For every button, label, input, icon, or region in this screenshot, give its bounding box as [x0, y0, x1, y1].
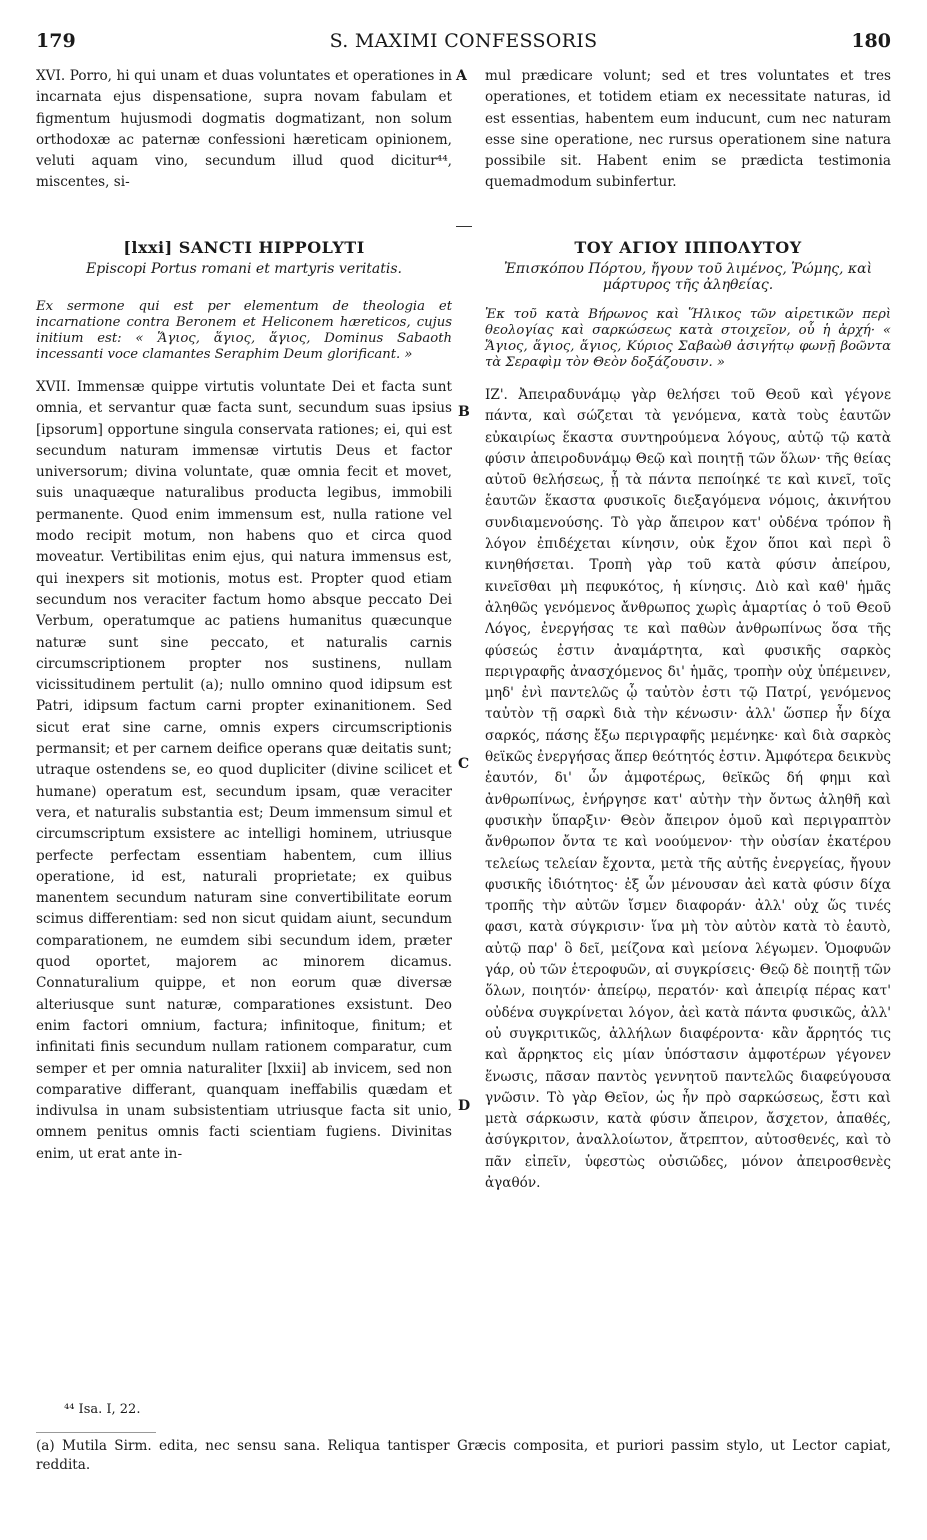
- latin-incipit: Ex sermone qui est per elementum de theologia et incarnatione contra Beronem et Heliconem hæreticos, cujus initium est: « Ἅγιος, ἅγιος, ἅγιος, Dominus Sabaoth incessanti voce clamantes Seraphim Deum glorificant. »: [36, 299, 452, 362]
- latin-section-subtitle: Episcopi Portus romani et martyris veritatis.: [85, 261, 403, 277]
- footnote-reference: ⁴⁴ Isa. I, 22.: [64, 1402, 141, 1417]
- footnote-rule: [36, 1432, 156, 1433]
- paragraph-xvii-latin: XVII. Immensæ quippe virtutis voluntate Dei et facta sunt omnia, et servantur quæ facta sunt, secundum suas ipsius [ipsorum] opportune singula conservata rationes; ei, qui est secundum naturam immensæ virtutis Deus et factor universorum; divina voluntate, quæ omnia fecit et movet, suis unaquæque naturalibus producta legibus, immobili permanente. Quod enim immensum est, nulla ratione vel modo recipit motum, non habens quo et circa quod moveatur. Vertibilitas enim ejus, qui natura immensus est, qui inexpers sit motionis, motus est. Propter quod etiam secundum nos veraciter factum homo absque peccato Dei Verbum, operatumque ac patiens humanitus quæcunque naturæ sunt sine peccato, et naturalis carnis circumscriptionem propter nos sustinens, nullam vicissitudinem pertulit (a); nullo omnino quod idipsum est Patri, idipsum factum carni propter exinanitionem. Sed sicut erat sine carne, omnis expers circumscriptionis permansit; et per carnem deifice operans quæ deitatis sunt; utraque ostendens se, eo quod dupliciter (divine scilicet et humane) operatum est, secundum ipsam, quæ veraciter vera, et naturalis substantia est; Deum immensum simul et circumscriptum exsistere ac intelligi hominem, utriusque perfecte perfectam essentiam habentem, cum illius operatione, id est, naturali proprietate; ex quibus manentem secundum naturam sine convertibilitate eorum scimus differentiam: sed non sicut quidam aiunt, secundum comparationem, ne eumdem sibi secundum idem, præter quod oportet, majorem ac minorem dicamus. Connaturalium quippe, et non eorum quæ diversæ alteriusque sunt naturæ, comparationes exsistunt. Deo enim factori omnium, factura; infinitoque, finitum; et infinitati finis secundum nullam rationem comparatur, cum semper et per omnia naturaliter [lxxii] ab invicem, sed non comparative differant, quanquam ineffabilis quædam et indivulsa in unam subsistentiam utriusque facta sit unio, omnem penitus omnis facti scientiam fugiens. Divinitas enim, ut erat ante in-: [36, 379, 452, 1162]
- margin-letter-c: C: [458, 756, 470, 772]
- latin-section-title: [lxxi] SANCTI HIPPOLYTI: [123, 238, 365, 257]
- top-right-paragraph: [485, 66, 891, 212]
- paragraph-xvii-greek: ΙΖ'. Ἀπειραδυνάμῳ γὰρ θελήσει τοῦ Θεοῦ καὶ γέγονε πάντα, καὶ σώζεται τὰ γενόμενα, κατὰ τοὺς ἑαυτῶν εὐκαιρίως ἕκαστα συντηρούμενα λόγους, αὐτῷ τῷ κατὰ φύσιν ἀπειροδυνάμῳ Θεῷ καὶ ποιητῇ τῶν ὅλων· τῆς θείας αὐτοῦ θελήσεως, ᾗ τὰ πάντα πεποίηκέ τε καὶ κινεῖ, τοῖς ἑαυτῶν ἕκαστα φυσικοῖς διεξαγόμενα νόμοις, ἀκινήτου συνδιαμενούσης. Τὸ γὰρ ἄπειρον κατ' οὐδένα τρόπον ἢ λόγον ἐπιδέχεται κίνησιν, οὐκ ἔχον ὅποι καὶ περὶ ὃ κινηθήσεται. Τροπὴ γὰρ τοῦ κατὰ φύσιν ἀπείρου, κινεῖσθαι μὴ πεφυκότος, ἡ κίνησις. Διὸ καὶ καθ' ἡμᾶς ἀληθῶς γενόμενος ἄνθρωπος χωρὶς ἁμαρτίας ὁ τοῦ Θεοῦ Λόγος, ἐνεργήσας τε καὶ παθὼν ἀνθρωπίνως ὅσα τῆς φύσεώς ἐστιν ἀναμάρτητα, καὶ φυσικῆς σαρκὸς περιγραφῆς ἀνασχόμενος δι' ἡμᾶς, τροπὴν οὐχ ὑπέμεινεν, μηδ' ἐνὶ παντελῶς ᾧ ταὐτὸν ἐστι τῷ Πατρί, γενόμενος ταὐτὸν τῇ σαρκὶ διὰ τὴν κένωσιν· ἀλλ' ὥσπερ ἦν δίχα σαρκός, πάσης ἔξω περιγραφῆς μεμένηκε· καὶ διὰ σαρκὸς θεϊκῶς ἐνεργήσας ἅπερ θεότητός ἐστιν. Ἀμφότερα δεικνὺς ἑαυτόν, δι' ὧν ἀμφοτέρως, θεϊκῶς δή φημι καὶ ἀνθρωπίνως, ἐνήργησε κατ' αὐτὴν τὴν ὄντως ἀληθῆ καὶ φυσικὴν ὕπαρξιν· Θεὸν ἄπειρον ὁμοῦ καὶ περιγραπτὸν ἄνθρωπον ὄντα τε καὶ νοούμενον· τὴν οὐσίαν ἑκατέρου τελείως τελείαν ἔχοντα, μετὰ τῆς αὐτῆς ἐνεργείας, ἤγουν φυσικῆς ἰδιότητος· ἐξ ὧν μένουσαν ἀεὶ κατὰ φύσιν δίχα τροπῆς τὴν αὐτῶν ἴσμεν διαφοράν· ἀλλ' οὐχ ὥς τινές φασι, κατὰ σύγκρισιν· ἵνα μὴ τὸν αὐτὸν κατὰ τὸ ἑαυτὸ, αὐτῷ παρ' ὃ δεῖ, μείζονα καὶ μείονα λέγωμεν. Ὁμοφυῶν γάρ, οὐ τῶν ἑτεροφυῶν, αἱ συγκρίσεις· Θεῷ δὲ ποιητῇ τῶν ὅλων, ποιητόν· ἀπείρῳ, περατόν· καὶ ἀπειρίᾳ πέρας κατ' οὐδένα συγκρίνεται λόγον, ἀεὶ κατὰ πάντα φυσικῶς, ἀλλ' οὐ συγκριτικῶς, ἀλλήλων διαφέροντα· κἂν ἄρρητός τις καὶ ἄρρηκτος εἰς μίαν ὑπόστασιν ἀμφοτέρων γέγονεν ἕνωσις, πᾶσαν παντὸς γεννητοῦ παντελῶς διαφεύγουσα γνῶσιν. Τὸ γὰρ Θεῖον, ὡς ἦν πρὸ σαρκώσεως, ἔστι καὶ μετὰ σάρκωσιν, κατὰ φύσιν ἄπειρον, ἄσχετον, ἀπαθές, ἀσύγκριτον, ἀναλλοίωτον, ἄτρεπτον, αὐτοσθενές, καὶ τὸ πᾶν εἰπεῖν, ὑφεστὼς οὐσιῶδες, μόνον ἀπειροσθενὲς ἀγαθόν.: [485, 387, 891, 1191]
- greek-incipit: Ἐκ τοῦ κατὰ Βήρωνος καὶ Ἥλικος τῶν αἱρετικῶν περὶ θεολογίας καὶ σαρκώσεως κατὰ στοιχεῖον, οὗ ἡ ἀρχή· « Ἅγιος, ἅγιος, ἅγιος, Κύριος Σαβαὼθ ἀσιγήτῳ φωνῇ βοῶντα τὰ Σεραφὶμ τὸν Θεὸν δοξάζουσιν. »: [485, 307, 891, 370]
- page-number-left: 179: [36, 30, 76, 52]
- greek-section: [485, 238, 891, 1405]
- latin-body: [36, 377, 452, 1417]
- paragraph-xvi: XVI. Porro, hi qui unam et duas voluntates et operationes in incarnata ejus dispensatione, supra novam fabulam et figmentum hujusmodi dogmatis dogmatizant, non solum orthodoxæ ac paternæ confessioni hæreticam opinionem, veluti aquam vino, secundum illud quod dicitur⁴⁴, miscentes, si-: [36, 68, 452, 191]
- page-number-right: 180: [851, 30, 891, 52]
- top-left-paragraph: [36, 66, 452, 212]
- greek-section-subtitle: Ἐπισκόπου Πόρτου, ἤγουν τοῦ λιμένος, Ῥώμης, καὶ μάρτυρος τῆς ἀληθείας.: [503, 261, 873, 293]
- margin-letter-a: A: [456, 68, 467, 84]
- margin-letter-b: B: [458, 404, 470, 420]
- greek-section-title: ΤΟΥ ΑΓΙΟΥ ΙΠΠΟΛΥΤΟΥ: [574, 238, 802, 257]
- paragraph-xvi-continued: mul prædicare volunt; sed et tres voluntates et tres operationes, et totidem etiam ex necessitate naturas, id est essentias, habentem eum inducunt, cum nec naturam esse sine operatione, nec rursus operationem sine natura possibile sit. Habent enim se prædicta testimonia quemadmodum subinfertur.: [485, 68, 891, 191]
- greek-body: [485, 385, 891, 1405]
- margin-letter-d: D: [458, 1098, 471, 1114]
- latin-section: [36, 238, 452, 1417]
- running-title: S. MAXIMI CONFESSORIS: [329, 30, 598, 52]
- column-separator: [456, 226, 472, 227]
- editor-note: (a) Mutila Sirm. edita, nec sensu sana. Reliqua tantisper Græcis composita, et puriori passim stylo, ut Lector capiat, reddita.: [36, 1438, 891, 1473]
- running-header: [36, 30, 891, 56]
